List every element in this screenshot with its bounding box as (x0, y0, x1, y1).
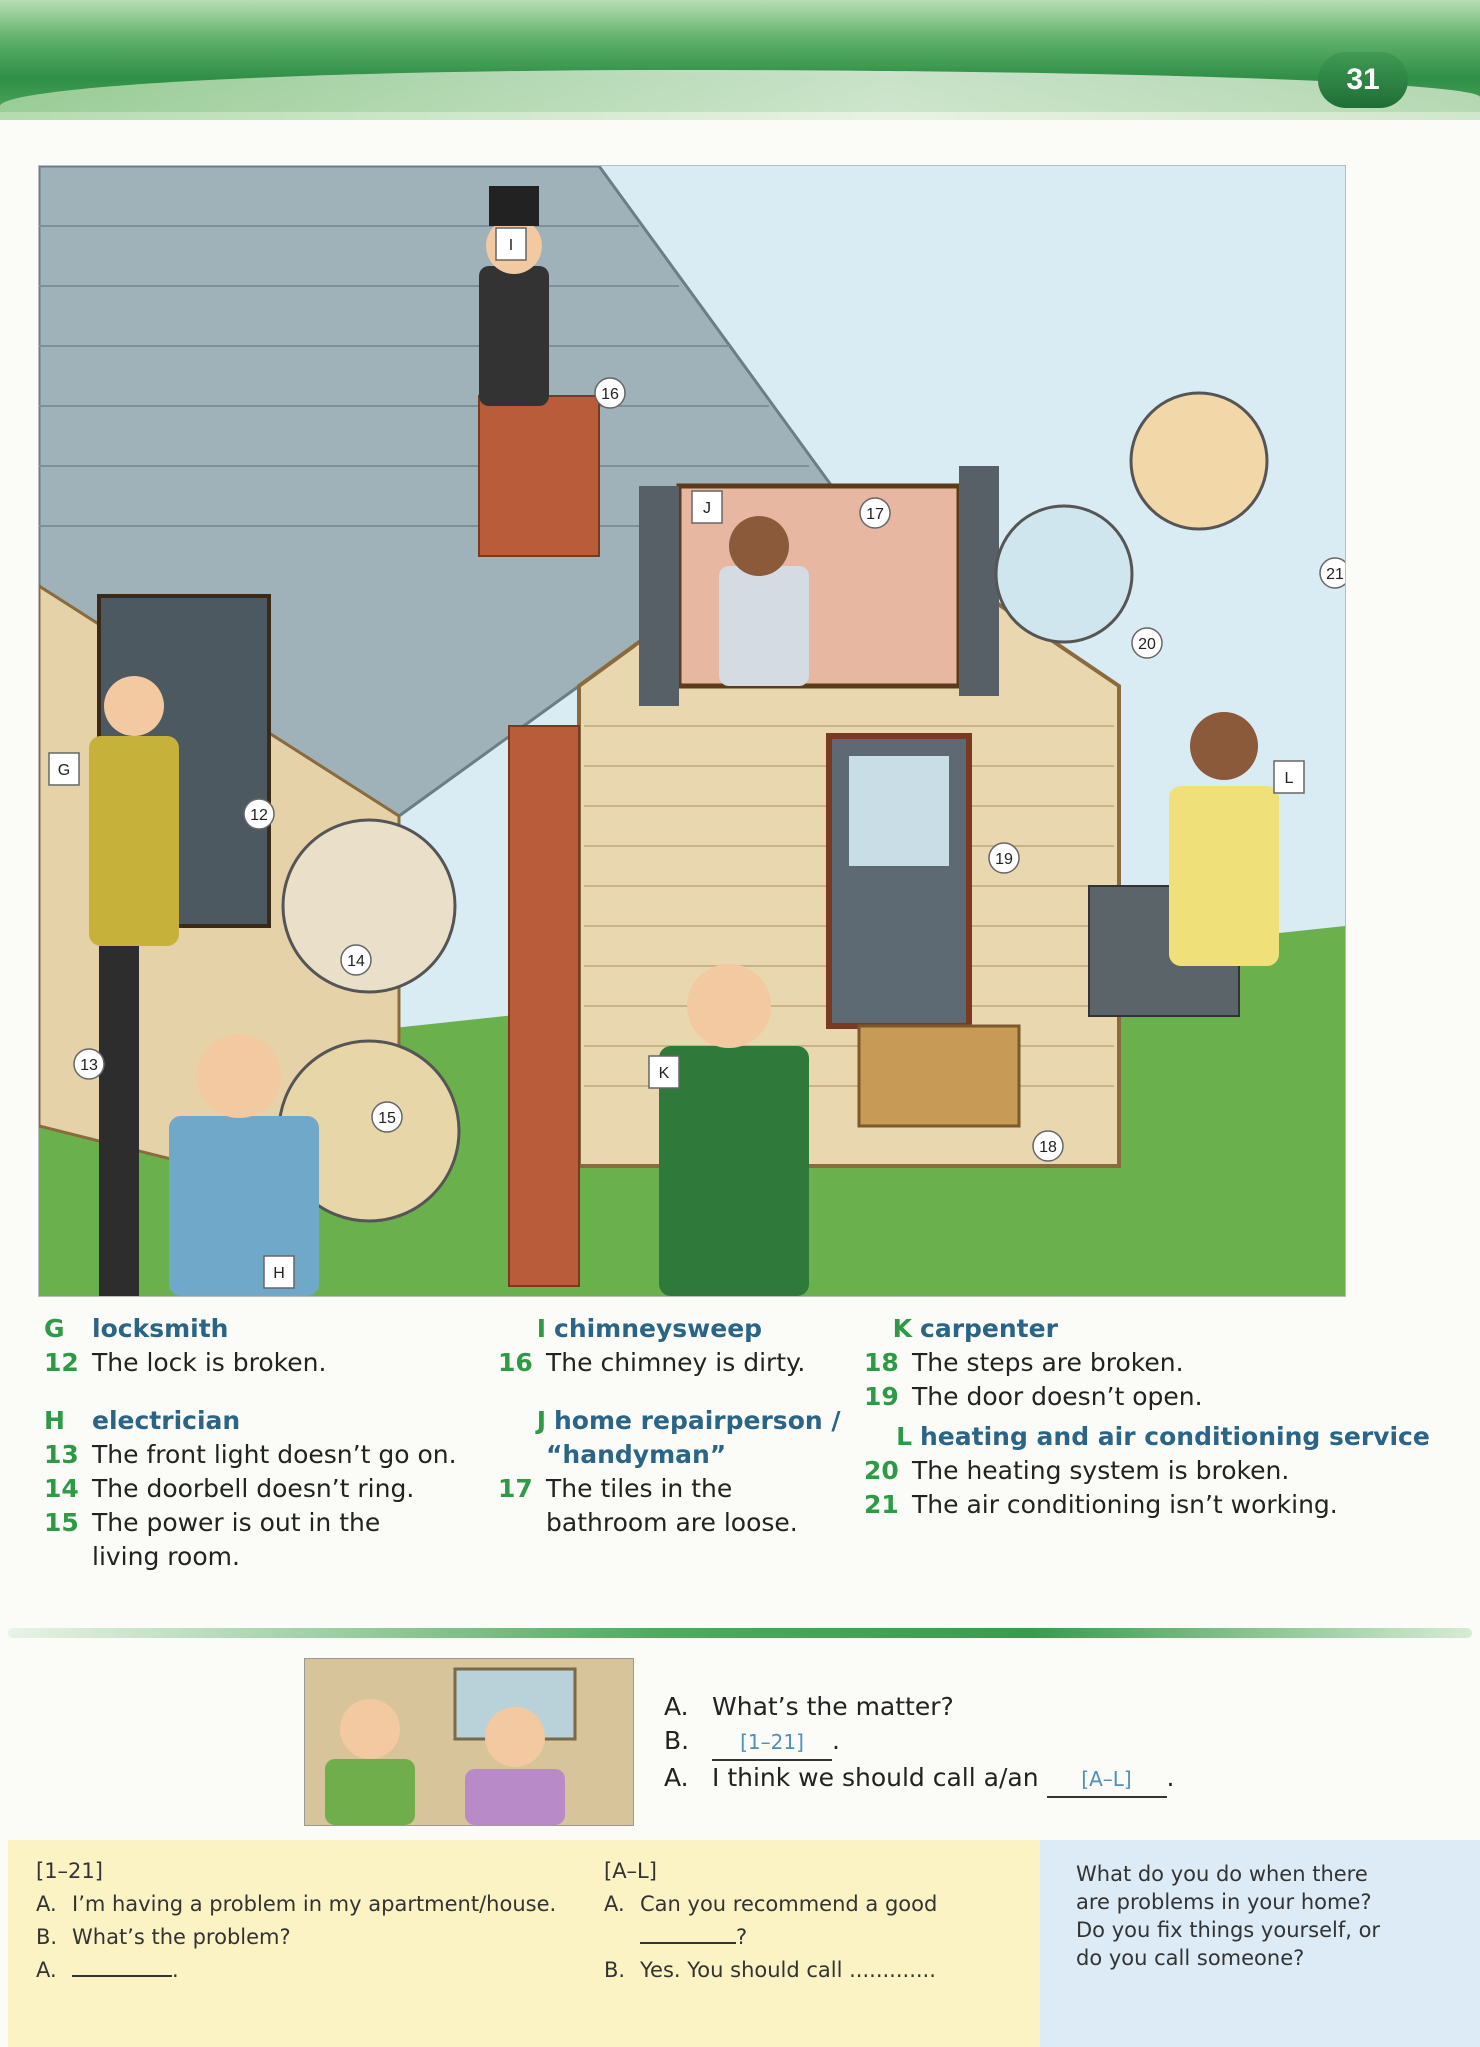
page-number: 31 (1318, 52, 1408, 108)
label-13: 13 (80, 1057, 98, 1074)
vocab-item: H electrician (44, 1406, 241, 1435)
section-divider (8, 1628, 1472, 1638)
vocab-item: 12 The lock is broken. (44, 1348, 327, 1377)
vocab-item: 17 The tiles in the (498, 1474, 733, 1503)
lamp-post (99, 946, 139, 1296)
label-I: I (508, 237, 514, 254)
broken-steps (859, 1026, 1019, 1126)
vocab-item: 15 The power is out in the (44, 1508, 381, 1537)
vocab-item: 21 The air conditioning isn’t working. (864, 1490, 1338, 1519)
vocab-item: 20 The heating system is broken. (864, 1456, 1290, 1485)
label-20: 20 (1138, 636, 1156, 653)
vocab-item: K carpenter (892, 1314, 1058, 1343)
brick-chimney (509, 726, 579, 1286)
figure-chimneysweep (479, 186, 549, 406)
house-illustration (38, 165, 1346, 1297)
inset-hot-person (1131, 393, 1267, 529)
label-18: 18 (1039, 1139, 1057, 1156)
blank-service: [A–L] (1047, 1762, 1167, 1798)
label-G: G (57, 762, 71, 779)
label-21: 21 (1326, 566, 1344, 583)
label-16: 16 (601, 386, 619, 403)
vocab-item: 14 The doorbell doesn’t ring. (44, 1474, 415, 1503)
vocab-column-1 (44, 1312, 457, 1574)
vocab-column-2 (498, 1312, 841, 1540)
label-K: K (658, 1065, 670, 1082)
inset-cold-person (996, 506, 1132, 642)
shutter-left (639, 486, 679, 706)
shutter-right (959, 466, 999, 696)
label-14: 14 (347, 953, 365, 970)
vocab-item: 16 The chimney is dirty. (498, 1348, 806, 1377)
vocab-item: bathroom are loose. (546, 1508, 798, 1537)
exercise-2: [A–L] A. Can you recommend a good ? B. Yes. You should call ............. (604, 1859, 938, 1982)
label-19: 19 (995, 851, 1013, 868)
label-H: H (273, 1265, 285, 1282)
conversation-picture (304, 1658, 634, 1826)
vocab-item: G locksmith (44, 1314, 229, 1343)
vocab-item: 13 The front light doesn’t go on. (44, 1440, 457, 1469)
vocab-item: I chimneysweep (536, 1314, 763, 1343)
label-J: J (703, 500, 711, 517)
label-L: L (1284, 770, 1294, 787)
vocab-item: 18 The steps are broken. (864, 1348, 1184, 1377)
vocab-item: living room. (92, 1542, 240, 1571)
vocab-item: “handyman” (546, 1440, 727, 1469)
vocab-item: L heating and air conditioning service (896, 1422, 1430, 1451)
roof-chimney (479, 396, 599, 556)
discussion-question: What do you do when there are problems in your home? Do you fix things yourself, or do you call someone? (1076, 1862, 1381, 1970)
model-dialog: A. What’s the matter? B. [1–21] . A. I think we should call a/an [A–L] . (664, 1690, 1174, 1798)
label-12: 12 (250, 807, 268, 824)
label-17: 17 (866, 506, 884, 523)
vocab-item: J home repairperson / (536, 1406, 841, 1435)
exercise-1: [1–21] A. I’m having a problem in my apartment/house. B. What’s the problem? A. . (36, 1859, 557, 1982)
vocab-item: 19 The door doesn’t open. (864, 1382, 1203, 1411)
blank-problem: [1–21] (712, 1725, 832, 1761)
label-15: 15 (378, 1110, 396, 1127)
vocab-column-3 (864, 1312, 1430, 1522)
